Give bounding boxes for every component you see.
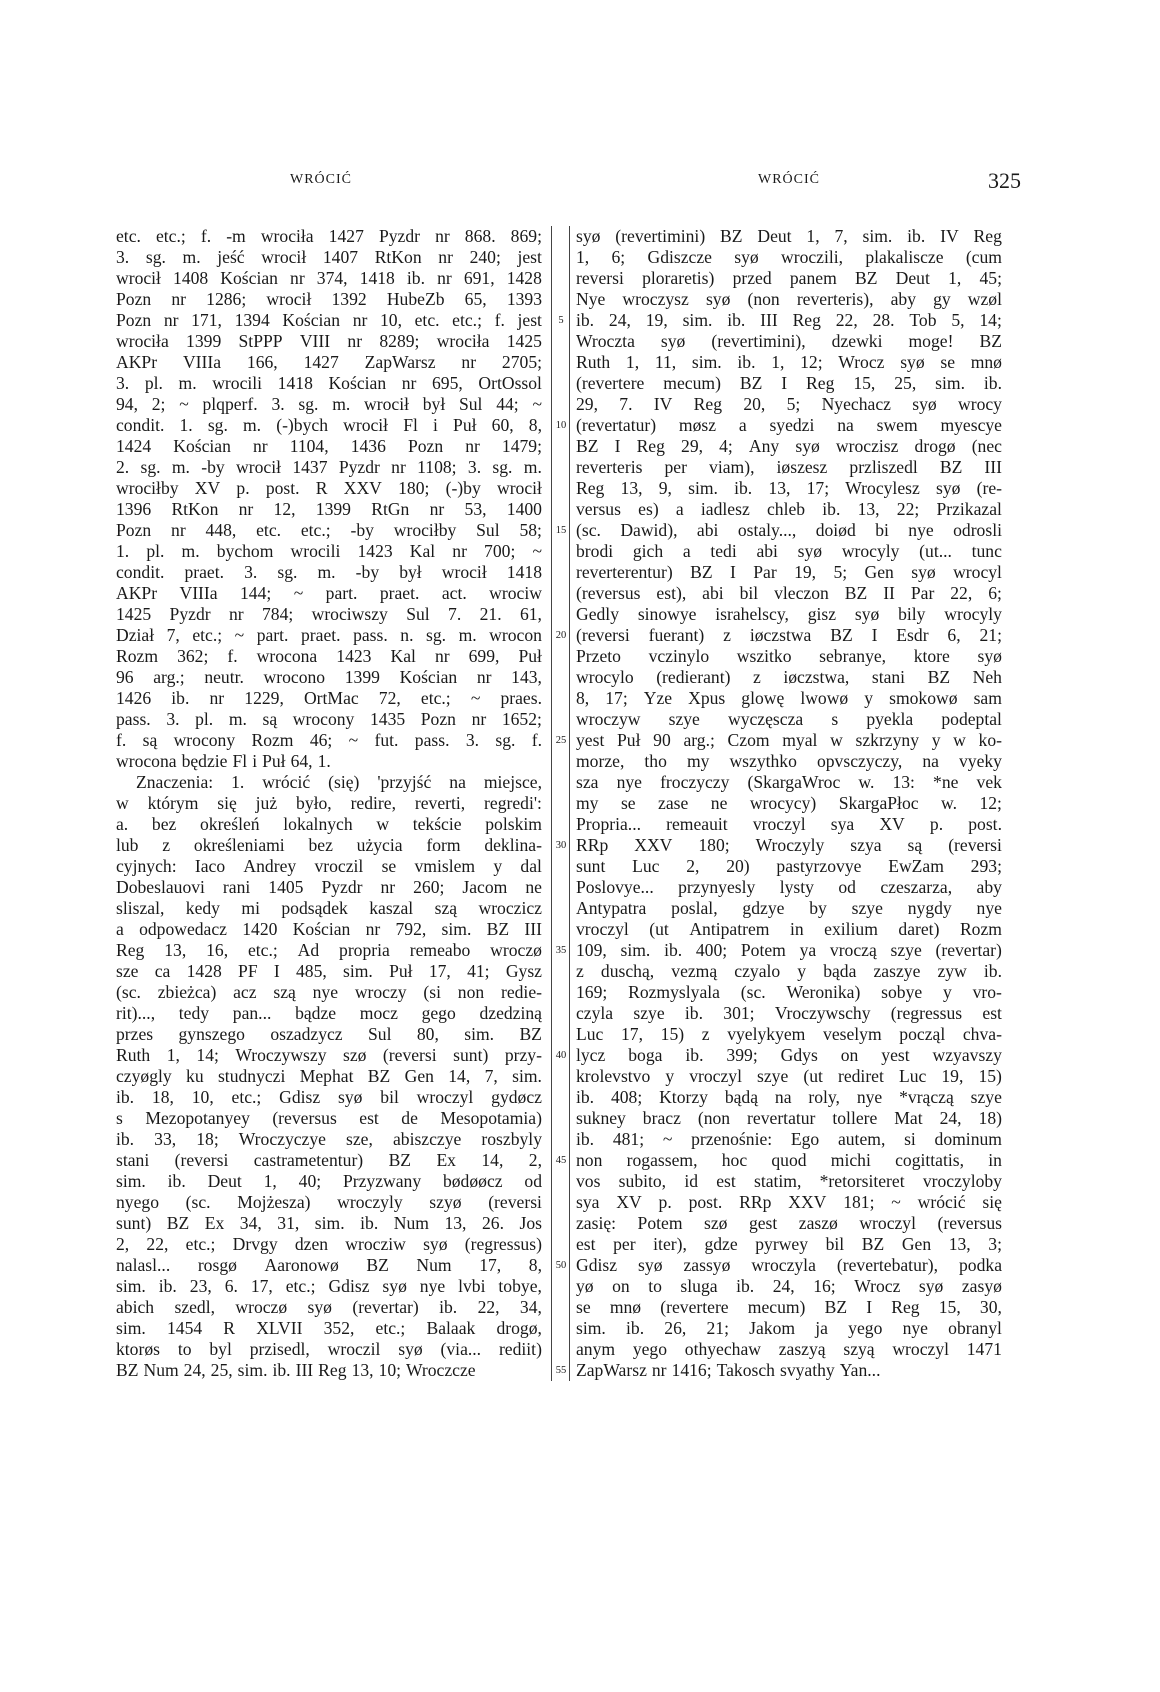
text-line: Ruth 1, 11, sim. ib. 1, 12; Wrocz syø se mnø xyxy=(576,352,1002,372)
text-line: sim. ib. 23, 6. 17, etc.; Gdisz syø nye lvbi tobye, xyxy=(116,1276,542,1296)
text-line: Pozn nr 448, etc. etc.; -by wrociłby Sul 58; xyxy=(116,520,542,540)
text-line: sunt) BZ Ex 34, 31, sim. ib. Num 13, 26. Jos xyxy=(116,1213,542,1233)
text-line: versus es) a iadlesz chleb ib. 13, 22; Przikazal xyxy=(576,499,1002,519)
text-line: sliszal, kedy mi podsądek kaszal szą wroczicz xyxy=(116,898,542,918)
text-line: yest Puł 90 arg.; Czom myal w szkrzyny y w ko- xyxy=(576,730,1002,750)
text-line: est per iter), gdze pyrwey bil BZ Gen 13, 3; xyxy=(576,1234,1002,1254)
text-line: sya XV p. post. RRp XXV 181; ~ wrócić się xyxy=(576,1192,1002,1212)
text-line: cyjnych: Iaco Andrey vroczil se vmislem y dal xyxy=(116,856,542,876)
text-line: ib. 24, 19, sim. ib. III Reg 22, 28. Tob 5, 14; xyxy=(576,310,1002,330)
line-number: 35 xyxy=(555,945,567,956)
text-line: sza nye froczyczy (SkargaWroc w. 13: *ne vek xyxy=(576,772,1002,792)
column-rule-right xyxy=(569,226,570,1381)
text-line: a odpowedacz 1420 Kościan nr 792, sim. BZ III xyxy=(116,919,542,939)
text-line: 29, 7. IV Reg 20, 5; Nyechacz syø wrocy xyxy=(576,394,1002,414)
text-line: 1. pl. m. bychom wrocili 1423 Kal nr 700; ~ xyxy=(116,541,542,561)
text-line: nyego (sc. Mojżesza) wroczyly szyø (reversi xyxy=(116,1192,542,1212)
text-line: Przeto vczinylo wszitko sebranye, ktore syø xyxy=(576,646,1002,666)
text-line: 109, sim. ib. 400; Potem ya vroczą szye (revertar) xyxy=(576,940,1002,960)
running-head-right: WRÓCIĆ xyxy=(758,172,820,187)
text-line: 2, 22, etc.; Drvgy dzen wrocziw syø (regressus) xyxy=(116,1234,542,1254)
line-number: 25 xyxy=(555,735,567,746)
text-line: (reversi fuerant) z iøczstwa BZ I Esdr 6, 21; xyxy=(576,625,1002,645)
text-line: 1424 Kościan nr 1104, 1436 Pozn nr 1479; xyxy=(116,436,542,456)
text-line: lub z określeniami bez użycia form deklina- xyxy=(116,835,542,855)
text-line: Ruth 1, 14; Wroczywszy szø (reversi sunt) przy- xyxy=(116,1045,542,1065)
text-line: wroczyw szye wyczęscza s pyekla podeptal xyxy=(576,709,1002,729)
line-number: 55 xyxy=(555,1365,567,1376)
text-line: reverteris per viam), iøszesz przliszedl BZ III xyxy=(576,457,1002,477)
text-line: sim. ib. Deut 1, 40; Przyzwany bødøøcz od xyxy=(116,1171,542,1191)
text-line: 2. sg. m. -by wrocił 1437 Pyzdr nr 1108; 3. sg. m. xyxy=(116,457,542,477)
text-line: 96 arg.; neutr. wrocono 1399 Kościan nr 143, xyxy=(116,667,542,687)
text-line: Dział 7, etc.; ~ part. praet. pass. n. sg. m. wrocon xyxy=(116,625,542,645)
text-line: ktorøs to byl przisedl, wroczil syø (via... rediit) xyxy=(116,1339,542,1359)
text-line: vos subito, id est statim, *retorsiteret vroczyloby xyxy=(576,1171,1002,1191)
running-head-left: WRÓCIĆ xyxy=(290,172,352,187)
text-line: Poslovye... przynyesly lysty od czeszarza, aby xyxy=(576,877,1002,897)
text-line: sim. ib. 26, 21; Jakom ja yego nye obranyl xyxy=(576,1318,1002,1338)
line-number: 45 xyxy=(555,1155,567,1166)
text-line: z duschą, vezmą czyalo y bąda zaszye zyw ib. xyxy=(576,961,1002,981)
text-line: Antypatra poslal, gdzye by szye nygdy nye xyxy=(576,898,1002,918)
line-number: 15 xyxy=(555,525,567,536)
text-line: my se zase ne wrocycy) SkargaPłoc w. 12; xyxy=(576,793,1002,813)
text-line: wrocona będzie Fl i Puł 64, 1. xyxy=(116,751,331,771)
text-line: wrocylo (redierant) z iøczstwa, stani BZ Neh xyxy=(576,667,1002,687)
text-line: 1425 Pyzdr nr 784; wrociwszy Sul 7. 21. 61, xyxy=(116,604,542,624)
text-line: (revertere mecum) BZ I Reg 15, 25, sim. ib. xyxy=(576,373,1002,393)
text-line: abich szedl, wroczø syø (revertar) ib. 22, 34, xyxy=(116,1297,542,1317)
text-line: anym yego othyechaw zaszyą szyą wroczyl 1471 xyxy=(576,1339,1002,1359)
text-line: ib. 481; ~ przenośnie: Ego autem, si dominum xyxy=(576,1129,1002,1149)
text-line: 1396 RtKon nr 12, 1399 RtGn nr 53, 1400 xyxy=(116,499,542,519)
text-line: BZ Num 24, 25, sim. ib. III Reg 13, 10; Wroczcze xyxy=(116,1360,476,1380)
text-line: Rozm 362; f. wrocona 1423 Kal nr 699, Puł xyxy=(116,646,542,666)
text-line: krolevstvo y vroczyl szye (ut rediret Luc 19, 15) xyxy=(576,1066,1002,1086)
text-line: przes gynszego oszadzycz Sul 80, sim. BZ xyxy=(116,1024,542,1044)
text-line: nalasl... rosgø Aaronowø BZ Num 17, 8, xyxy=(116,1255,542,1275)
text-line: ib. 408; Ktorzy bądą na roly, nye *vrączą szye xyxy=(576,1087,1002,1107)
text-line: a. bez określeń lokalnych w tekście polskim xyxy=(116,814,542,834)
text-line: Pozn nr 171, 1394 Kościan nr 10, etc. etc.; f. jest xyxy=(116,310,542,330)
text-line: 3. pl. m. wrocili 1418 Kościan nr 695, OrtOssol xyxy=(116,373,542,393)
text-line: Nye wroczysz syø (non reverteris), aby gy wzøl xyxy=(576,289,1002,309)
text-line: wrociła 1399 StPPP VIII nr 8289; wrociła 1425 xyxy=(116,331,542,351)
text-line: ib. 18, 10, etc.; Gdisz syø bil wroczyl gydøcz xyxy=(116,1087,542,1107)
text-line: AKPr VIIIa 144; ~ part. praet. act. wrociw xyxy=(116,583,542,603)
text-line: reverterentur) BZ I Par 19, 5; Gen syø wrocyl xyxy=(576,562,1002,582)
text-line: yø on to sluga ib. 24, 16; Wrocz syø zasyø xyxy=(576,1276,1002,1296)
text-line: sukney bracz (non revertatur tollere Mat 24, 18) xyxy=(576,1108,1002,1128)
text-line: sze ca 1428 PF I 485, sim. Puł 17, 41; Gysz xyxy=(116,961,542,981)
left-column xyxy=(116,226,542,1381)
text-line: s Mezopotanyey (reversus est de Mesopotamia) xyxy=(116,1108,542,1128)
text-line: reversi ploraretis) przed panem BZ Deut 1, 45; xyxy=(576,268,1002,288)
column-rule-left xyxy=(551,226,552,1381)
text-line: (sc. zbieżca) acz szą nye wroczy (si non redie- xyxy=(116,982,542,1002)
text-line: Pozn nr 1286; wrocił 1392 HubeZb 65, 1393 xyxy=(116,289,542,309)
line-number: 20 xyxy=(555,630,567,641)
text-line: ib. 33, 18; Wroczyczye sze, abiszczye roszbyly xyxy=(116,1129,542,1149)
text-line: 3. sg. m. jeść wrocił 1407 RtKon nr 240; jest xyxy=(116,247,542,267)
text-line: (revertatur) møsz a syedzi na swem myescye xyxy=(576,415,1002,435)
text-line: 1, 6; Gdiszcze syø wroczili, plakaliscze (cum xyxy=(576,247,1002,267)
text-line: Wroczta syø (revertimini), dzewki moge! BZ xyxy=(576,331,1002,351)
text-line: Znaczenia: 1. wrócić (się) 'przyjść na miejsce, xyxy=(136,772,542,792)
text-line: Reg 13, 9, sim. ib. 13, 17; Wrocylesz syø (re- xyxy=(576,478,1002,498)
right-column xyxy=(576,226,1002,1381)
text-line: se mnø (revertere mecum) BZ I Reg 15, 30, xyxy=(576,1297,1002,1317)
text-line: 169; Rozmyslyala (sc. Weronika) sobye y vro- xyxy=(576,982,1002,1002)
text-line: ZapWarsz nr 1416; Takosch svyathy Yan... xyxy=(576,1360,881,1380)
text-line: Gedly sinowye israhelscy, gisz syø bily wrocyly xyxy=(576,604,1002,624)
text-line: stani (reversi castrametentur) BZ Ex 14, 2, xyxy=(116,1150,542,1170)
text-line: brodi gich a tedi abi syø wrocyly (ut... tunc xyxy=(576,541,1002,561)
text-line: 94, 2; ~ plqperf. 3. sg. m. wrocił był Sul 44; ~ xyxy=(116,394,542,414)
text-line: lycz boga ib. 399; Gdys on yest wzyavszy xyxy=(576,1045,1002,1065)
text-line: 8, 17; Yze Xpus glowę lwowø y smokowø sam xyxy=(576,688,1002,708)
text-line: w którym się już było, redire, reverti, regredi': xyxy=(116,793,542,813)
text-line: 1426 ib. nr 1229, OrtMac 72, etc.; ~ praes. xyxy=(116,688,542,708)
text-line: BZ I Reg 29, 4; Any syø wroczisz drogø (nec xyxy=(576,436,1002,456)
page-number: 325 xyxy=(988,168,1021,193)
line-number: 5 xyxy=(558,315,564,326)
text-line: wrocił 1408 Kościan nr 374, 1418 ib. nr 691, 1428 xyxy=(116,268,542,288)
text-line: sunt Luc 2, 20) pastyrzovye EwZam 293; xyxy=(576,856,1002,876)
line-number: 10 xyxy=(555,420,567,431)
text-line: morze, tho my wszythko opvsczyczy, na vyeky xyxy=(576,751,1002,771)
text-line: Gdisz syø zassyø wroczyla (revertebatur), podka xyxy=(576,1255,1002,1275)
text-line: Reg 13, 16, etc.; Ad propria remeabo wroczø xyxy=(116,940,542,960)
text-line: (reversus est), abi bil vleczon BZ II Par 22, 6; xyxy=(576,583,1002,603)
text-line: f. są wrocony Rozm 46; ~ fut. pass. 3. sg. f. xyxy=(116,730,542,750)
text-line: condit. praet. 3. sg. m. -by był wrocił 1418 xyxy=(116,562,542,582)
text-line: Dobeslauovi rani 1405 Pyzdr nr 260; Jacom ne xyxy=(116,877,542,897)
text-line: sim. 1454 R XLVII 352, etc.; Balaak drogø, xyxy=(116,1318,542,1338)
text-line: zasię: Potem szø gest zaszø wroczyl (reversus xyxy=(576,1213,1002,1233)
text-line: pass. 3. pl. m. są wrocony 1435 Pozn nr 1652; xyxy=(116,709,542,729)
text-line: RRp XXV 180; Wroczyly szya są (reversi xyxy=(576,835,1002,855)
line-number: 30 xyxy=(555,840,567,851)
text-line: vroczyl (ut Antipatrem in exilium daret) Rozm xyxy=(576,919,1002,939)
text-line: (sc. Dawid), abi ostaly..., doiød bi nye odrosli xyxy=(576,520,1002,540)
text-line: Luc 17, 15) z vyelykyem veselym począl chva- xyxy=(576,1024,1002,1044)
text-line: syø (revertimini) BZ Deut 1, 7, sim. ib. IV Reg xyxy=(576,226,1002,246)
text-line: wrociłby XV p. post. R XXV 180; (-)by wrocił xyxy=(116,478,542,498)
text-line: non rogassem, hoc quod michi cogittatis, in xyxy=(576,1150,1002,1170)
text-line: czyøgly ku studnyczi Mephat BZ Gen 14, 7, sim. xyxy=(116,1066,542,1086)
line-number: 50 xyxy=(555,1260,567,1271)
line-number: 40 xyxy=(555,1050,567,1061)
text-line: condit. 1. sg. m. (-)bych wrocił Fl i Puł 60, 8, xyxy=(116,415,542,435)
text-line: rit)..., tedy pan... bądze mocz gego dzedziną xyxy=(116,1003,542,1023)
text-line: czyla szye ib. 301; Vroczywschy (regressus est xyxy=(576,1003,1002,1023)
text-line: Propria... remeauit vroczyl sya XV p. post. xyxy=(576,814,1002,834)
text-line: etc. etc.; f. -m wrociła 1427 Pyzdr nr 868. 869; xyxy=(116,226,542,246)
text-line: AKPr VIIIa 166, 1427 ZapWarsz nr 2705; xyxy=(116,352,542,372)
